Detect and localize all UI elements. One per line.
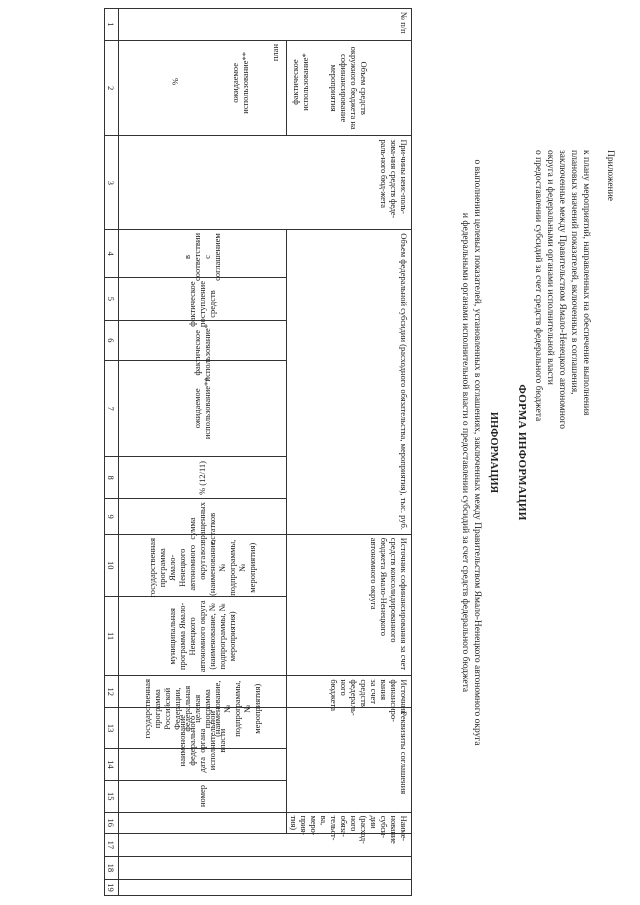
fed-source-cell bbox=[118, 676, 286, 739]
info-title: ИНФОРМАЦИЯ bbox=[488, 411, 499, 494]
column-number: 8 bbox=[105, 456, 119, 498]
column-number: 16 bbox=[105, 812, 119, 833]
cons-municipal-label: муниципальная программа Ямало-Ненецкого автономного округа (наименование, № подпрограммы, № мероприятия) bbox=[167, 600, 238, 673]
subsidy-header: Наиме-нование субси-дии (расход-ного обяза-тельст-ва, меро-прия-тия) bbox=[287, 812, 412, 833]
column-number: 17 bbox=[105, 833, 119, 856]
fv-received-cell bbox=[118, 278, 286, 328]
column-number: 15 bbox=[105, 780, 119, 812]
fv-expected-cell bbox=[118, 361, 286, 457]
column-number: 6 bbox=[105, 320, 119, 361]
cons-municipal-cell bbox=[118, 596, 286, 676]
column-number: 19 bbox=[105, 879, 119, 895]
dv-actual-label: фактическое использование* bbox=[290, 53, 310, 111]
fed-source-detail: государственная программа Российской Федерации, федеральная целевая программа (наименование, № подпрограммы, № мероприятия) bbox=[142, 679, 263, 739]
agreement-header: Реквизиты соглашения bbox=[287, 708, 412, 812]
agr-date-label: дата bbox=[197, 756, 208, 773]
district-sub-cell bbox=[118, 40, 286, 136]
column-number: 13 bbox=[105, 708, 119, 749]
dv-plan-label: план bbox=[270, 43, 280, 61]
fv-returned-cell bbox=[118, 499, 286, 556]
column-number: 2 bbox=[105, 40, 119, 136]
cons-state-cell bbox=[118, 534, 286, 596]
report-table bbox=[104, 8, 412, 896]
district-volume-header: Объем средств окружного бюджета на софинансирование мероприятия bbox=[287, 40, 412, 136]
fv-received-label: фактическое поступление средств bbox=[187, 281, 218, 328]
cons-state-label: государственная программа Ямало-Ненецкого автономного округа (наименование, № подпрограммы, № мероприятия) bbox=[147, 537, 258, 598]
column-number: 11 bbox=[105, 596, 119, 676]
appendix-line: заключенные между Правительством Ямало-Ненецкого автономного bbox=[557, 150, 567, 430]
cons-source-header: Источник софинансирования за счет средств консолидированного бюджета Ямало-Ненецкого автономного округа bbox=[287, 534, 412, 676]
header-spacer bbox=[118, 879, 411, 895]
appendix-line: округа и федеральными органами исполнительной власти bbox=[545, 150, 555, 385]
info-subtitle-line: о выполнении целевых показателей, установленных в соглашениях, заключенных между Правительством Ямало-Ненецкого автономного округа bbox=[472, 159, 482, 746]
header-spacer bbox=[118, 856, 411, 879]
form-title: ФОРМА ИНФОРМАЦИИ bbox=[516, 384, 528, 521]
federal-volume-header: Объем федеральной субсидии (расходного обязательства, мероприятия), тыс. руб. bbox=[287, 230, 412, 534]
column-number: 7 bbox=[105, 361, 119, 457]
info-subtitle-line: и федеральными органами исполнительной власти о предоставлении субсидий за счет средств федерального бюджета bbox=[460, 212, 470, 693]
fv-agreement-label: в соответствии с соглашением bbox=[182, 233, 223, 282]
subsidy-sub-cell bbox=[118, 812, 286, 833]
fv-actual-label: фактическое использование* bbox=[192, 323, 213, 382]
fv-percent-label: % (12/11) bbox=[197, 460, 208, 495]
appendix-line: о предоставлении субсидий за счет средств федерального бюджета bbox=[533, 150, 543, 422]
dv-expected-label: ожидаемое использование** bbox=[230, 52, 250, 114]
column-number: 18 bbox=[105, 856, 119, 879]
appendix-line: к плану мероприятий, направленных на обеспечение выполнения bbox=[581, 150, 591, 416]
column-number: 5 bbox=[105, 278, 119, 320]
fv-agreement-cell bbox=[118, 230, 286, 282]
column-number: 1 bbox=[105, 9, 119, 41]
appendix-title: Приложение bbox=[605, 150, 615, 201]
column-number: 9 bbox=[105, 499, 119, 534]
agr-number-cell bbox=[118, 780, 286, 812]
column-number: 12 bbox=[105, 676, 119, 708]
column-number: 10 bbox=[105, 534, 119, 596]
agr-number-label: номер bbox=[197, 785, 208, 808]
fv-actual-cell bbox=[118, 320, 286, 382]
agr-body-label: наименование федерального органа исполнительной власти bbox=[177, 711, 228, 771]
column-number: 3 bbox=[105, 136, 119, 230]
column-number: 4 bbox=[105, 230, 119, 278]
reasons-header: При-чины неис-поль-зова-ния средств феде-раль-ного бюд-жета bbox=[118, 136, 411, 230]
fv-percent-cell bbox=[118, 456, 286, 498]
fv-expected-label: ожидаемое использование** bbox=[192, 377, 213, 440]
fv-returned-label: сумма возвращенных остатков bbox=[187, 502, 218, 556]
header-number: № п/п bbox=[118, 9, 411, 41]
fed-source-header: Источник финансиро-вания за счет средств федераль-ного бюджета bbox=[287, 676, 412, 708]
appendix-line: плановых значений показателей, включенных в соглашения, bbox=[569, 150, 579, 395]
column-number: 14 bbox=[105, 748, 119, 780]
dv-percent-label: % bbox=[170, 78, 180, 86]
